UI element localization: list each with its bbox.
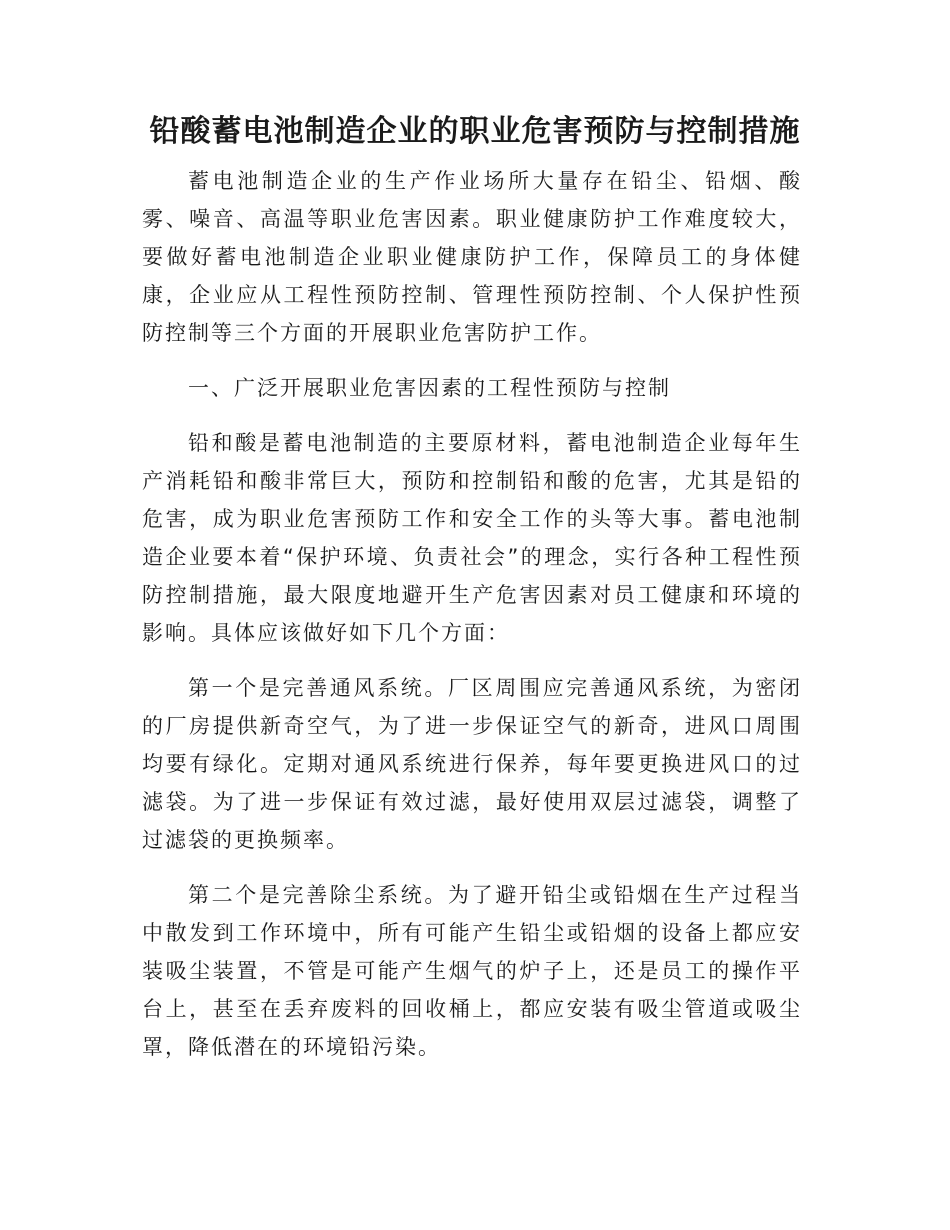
section-heading: 一、广泛开展职业危害因素的工程性预防与控制 <box>188 376 671 400</box>
body-paragraph-raw-materials: 铅和酸是蓄电池制造的主要原材料，蓄电池制造企业每年生产消耗铅和酸非常巨大，预防和控制铅和酸的危害，尤其是铅的危害，成为职业危害预防工作和安全工作的头等大事。蓄电池制造企业要本着“保护环境、负责社会”的理念，实行各种工程性预防控制措施，最大限度地避开生产危害因素对员工健康和环境的影响。具体应该做好如下几个方面： <box>142 431 802 645</box>
paragraph-spacer <box>142 352 802 369</box>
paragraph-spacer <box>142 652 802 669</box>
document-title: 铅酸蓄电池制造企业的职业危害预防与控制措施 <box>149 114 801 149</box>
body-paragraph-ventilation: 第一个是完善通风系统。厂区周围应完善通风系统，为密闭的厂房提供新奇空气，为了进一步保证空气的新奇，进风口周围均要有绿化。定期对通风系统进行保养，每年要更换进风口的过滤袋。为了进一步保证有效过滤，最好使用双层过滤袋，调整了过滤袋的更换频率。 <box>142 676 802 852</box>
paragraph-spacer <box>142 407 802 424</box>
document-body <box>142 162 802 1066</box>
intro-paragraph: 蓄电池制造企业的生产作业场所大量存在铅尘、铅烟、酸雾、噪音、高温等职业危害因素。职业健康防护工作难度较大，要做好蓄电池制造企业职业健康防护工作，保障员工的身体健康，企业应从工程性预防控制、管理性预防控制、个人保护性预防控制等三个方面的开展职业危害防护工作。 <box>142 169 802 345</box>
paragraph-spacer <box>142 859 802 876</box>
body-paragraph-dust-removal: 第二个是完善除尘系统。为了避开铅尘或铅烟在生产过程当中散发到工作环境中，所有可能产生铅尘或铅烟的设备上都应安装吸尘装置，不管是可能产生烟气的炉子上，还是员工的操作平台上，甚至在丢弃废料的回收桶上，都应安装有吸尘管道或吸尘罩，降低潜在的环境铅污染。 <box>142 883 802 1059</box>
